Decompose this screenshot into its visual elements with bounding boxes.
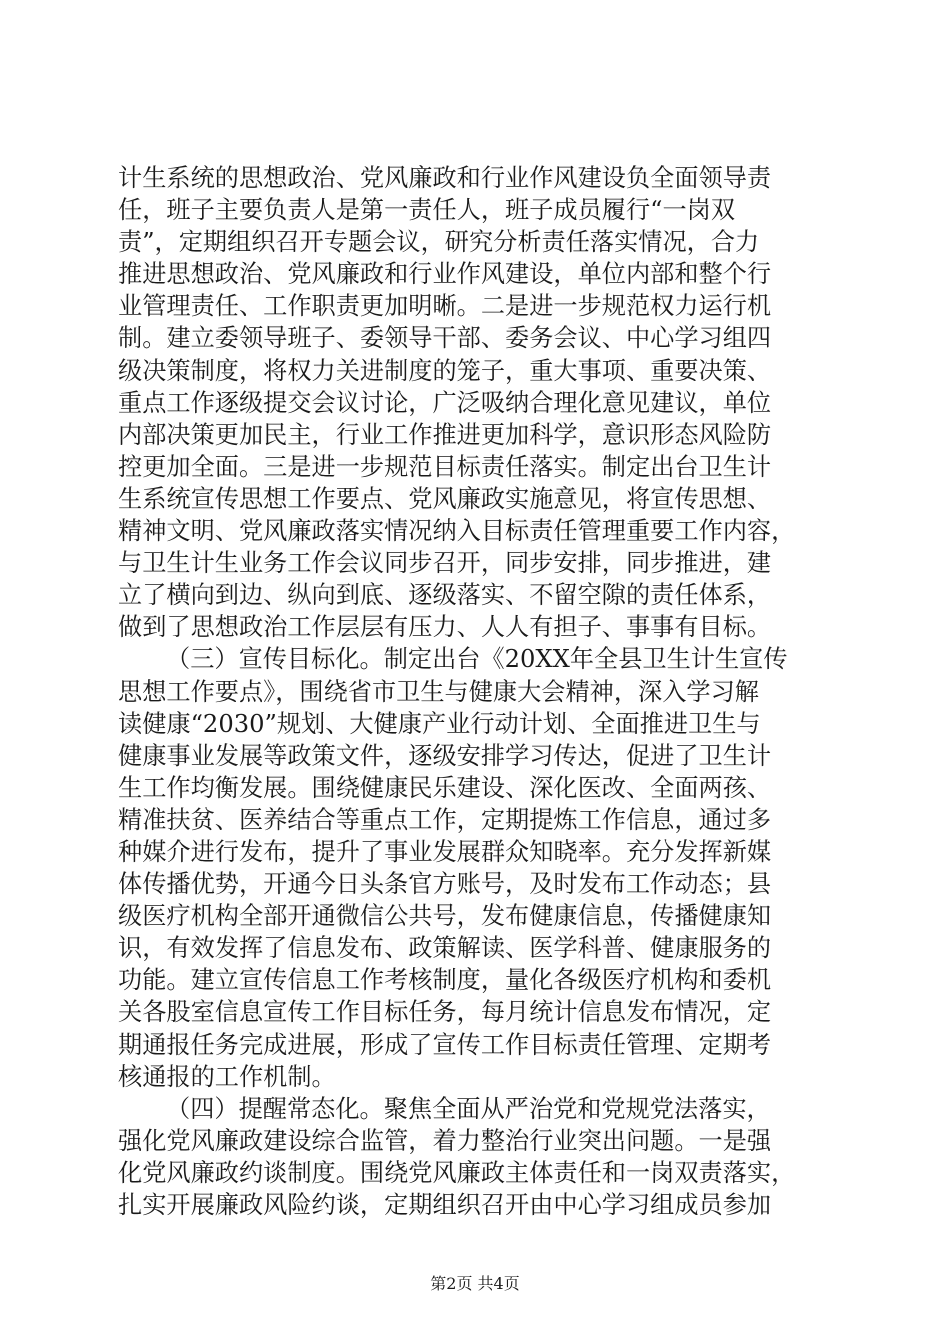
text-line: 计生系统的思想政治、党风廉政和行业作风建设负全面领导责 (118, 164, 772, 192)
text-line: 功能。建立宣传信息工作考核制度，量化各级医疗机构和委机 (118, 966, 772, 995)
text-line: 做到了思想政治工作层层有压力、人人有担子、事事有目标。 (118, 613, 772, 642)
text-line: 控更加全面。三是进一步规范目标责任落实。制定出台卫生计 (118, 452, 772, 481)
text-line: 强化党风廉政建设综合监管，着力整治行业突出问题。一是强 (118, 1126, 772, 1155)
paragraph-3 (118, 1093, 836, 1221)
text-line: 级医疗机构全部开通微信公共号，发布健康信息，传播健康知 (118, 902, 772, 931)
text-line: （三）宣传目标化。制定出台《20XX年全县卫生计生宣传 (166, 645, 788, 674)
page-footer (0, 1274, 950, 1294)
text-line: 思想工作要点》，围绕省市卫生与健康大会精神，深入学习解 (118, 677, 759, 706)
text-line: 内部决策更加民主，行业工作推进更加科学，意识形态风险防 (118, 420, 772, 449)
text-line: 精准扶贫、医养结合等重点工作，定期提炼工作信息，通过多 (118, 805, 772, 834)
paragraph-1 (118, 162, 836, 643)
text-line: 期通报任务完成进展，形成了宣传工作目标责任管理、定期考 (118, 1030, 772, 1059)
document-body (118, 162, 836, 1221)
text-line: （四）提醒常态化。聚焦全面从严治党和党规党法落实， (166, 1094, 771, 1123)
text-line: 识，有效发挥了信息发布、政策解读、医学科普、健康服务的 (118, 934, 772, 963)
paragraph-2 (118, 643, 836, 1092)
text-line: 体传播优势，开通今日头条官方账号，及时发布工作动态；县 (118, 870, 772, 899)
page-number-label: 第2页 共4页 (430, 1274, 520, 1293)
text-line: 任，班子主要负责人是第一责任人，班子成员履行“一岗双 (118, 196, 736, 225)
text-line: 级决策制度，将权力关进制度的笼子，重大事项、重要决策、 (118, 356, 772, 385)
text-line: 生工作均衡发展。围绕健康民乐建设、深化医改、全面两孩、 (118, 773, 772, 802)
text-line: 健康事业发展等政策文件，逐级安排学习传达，促进了卫生计 (118, 741, 772, 770)
text-line: 生系统宣传思想工作要点、党风廉政实施意见，将宣传思想、 (118, 484, 772, 513)
text-line: 关各股室信息宣传工作目标任务，每月统计信息发布情况，定 (118, 998, 772, 1027)
text-line: 读健康“2030”规划、大健康产业行动计划、全面推进卫生与 (118, 709, 761, 738)
text-line: 重点工作逐级提交会议讨论，广泛吸纳合理化意见建议，单位 (118, 388, 772, 417)
text-line: 推进思想政治、党风廉政和行业作风建设，单位内部和整个行 (118, 260, 772, 289)
text-line: 责”，定期组织召开专题会议，研究分析责任落实情况，合力 (118, 228, 760, 257)
text-line: 种媒介进行发布，提升了事业发展群众知晓率。充分发挥新媒 (118, 837, 772, 866)
text-line: 精神文明、党风廉政落实情况纳入目标责任管理重要工作内容， (118, 517, 796, 546)
text-line: 化党风廉政约谈制度。围绕党风廉政主体责任和一岗双责落实， (118, 1158, 796, 1187)
text-line: 核通报的工作机制。 (118, 1062, 336, 1091)
text-line: 与卫生计生业务工作会议同步召开，同步安排，同步推进，建 (118, 549, 772, 578)
text-line: 扎实开展廉政风险约谈，定期组织召开由中心学习组成员参加 (118, 1191, 772, 1219)
text-line: 制。建立委领导班子、委领导干部、委务会议、中心学习组四 (118, 324, 772, 353)
text-line: 业管理责任、工作职责更加明晰。二是进一步规范权力运行机 (118, 292, 772, 321)
text-line: 立了横向到边、纵向到底、逐级落实、不留空隙的责任体系， (118, 581, 772, 610)
